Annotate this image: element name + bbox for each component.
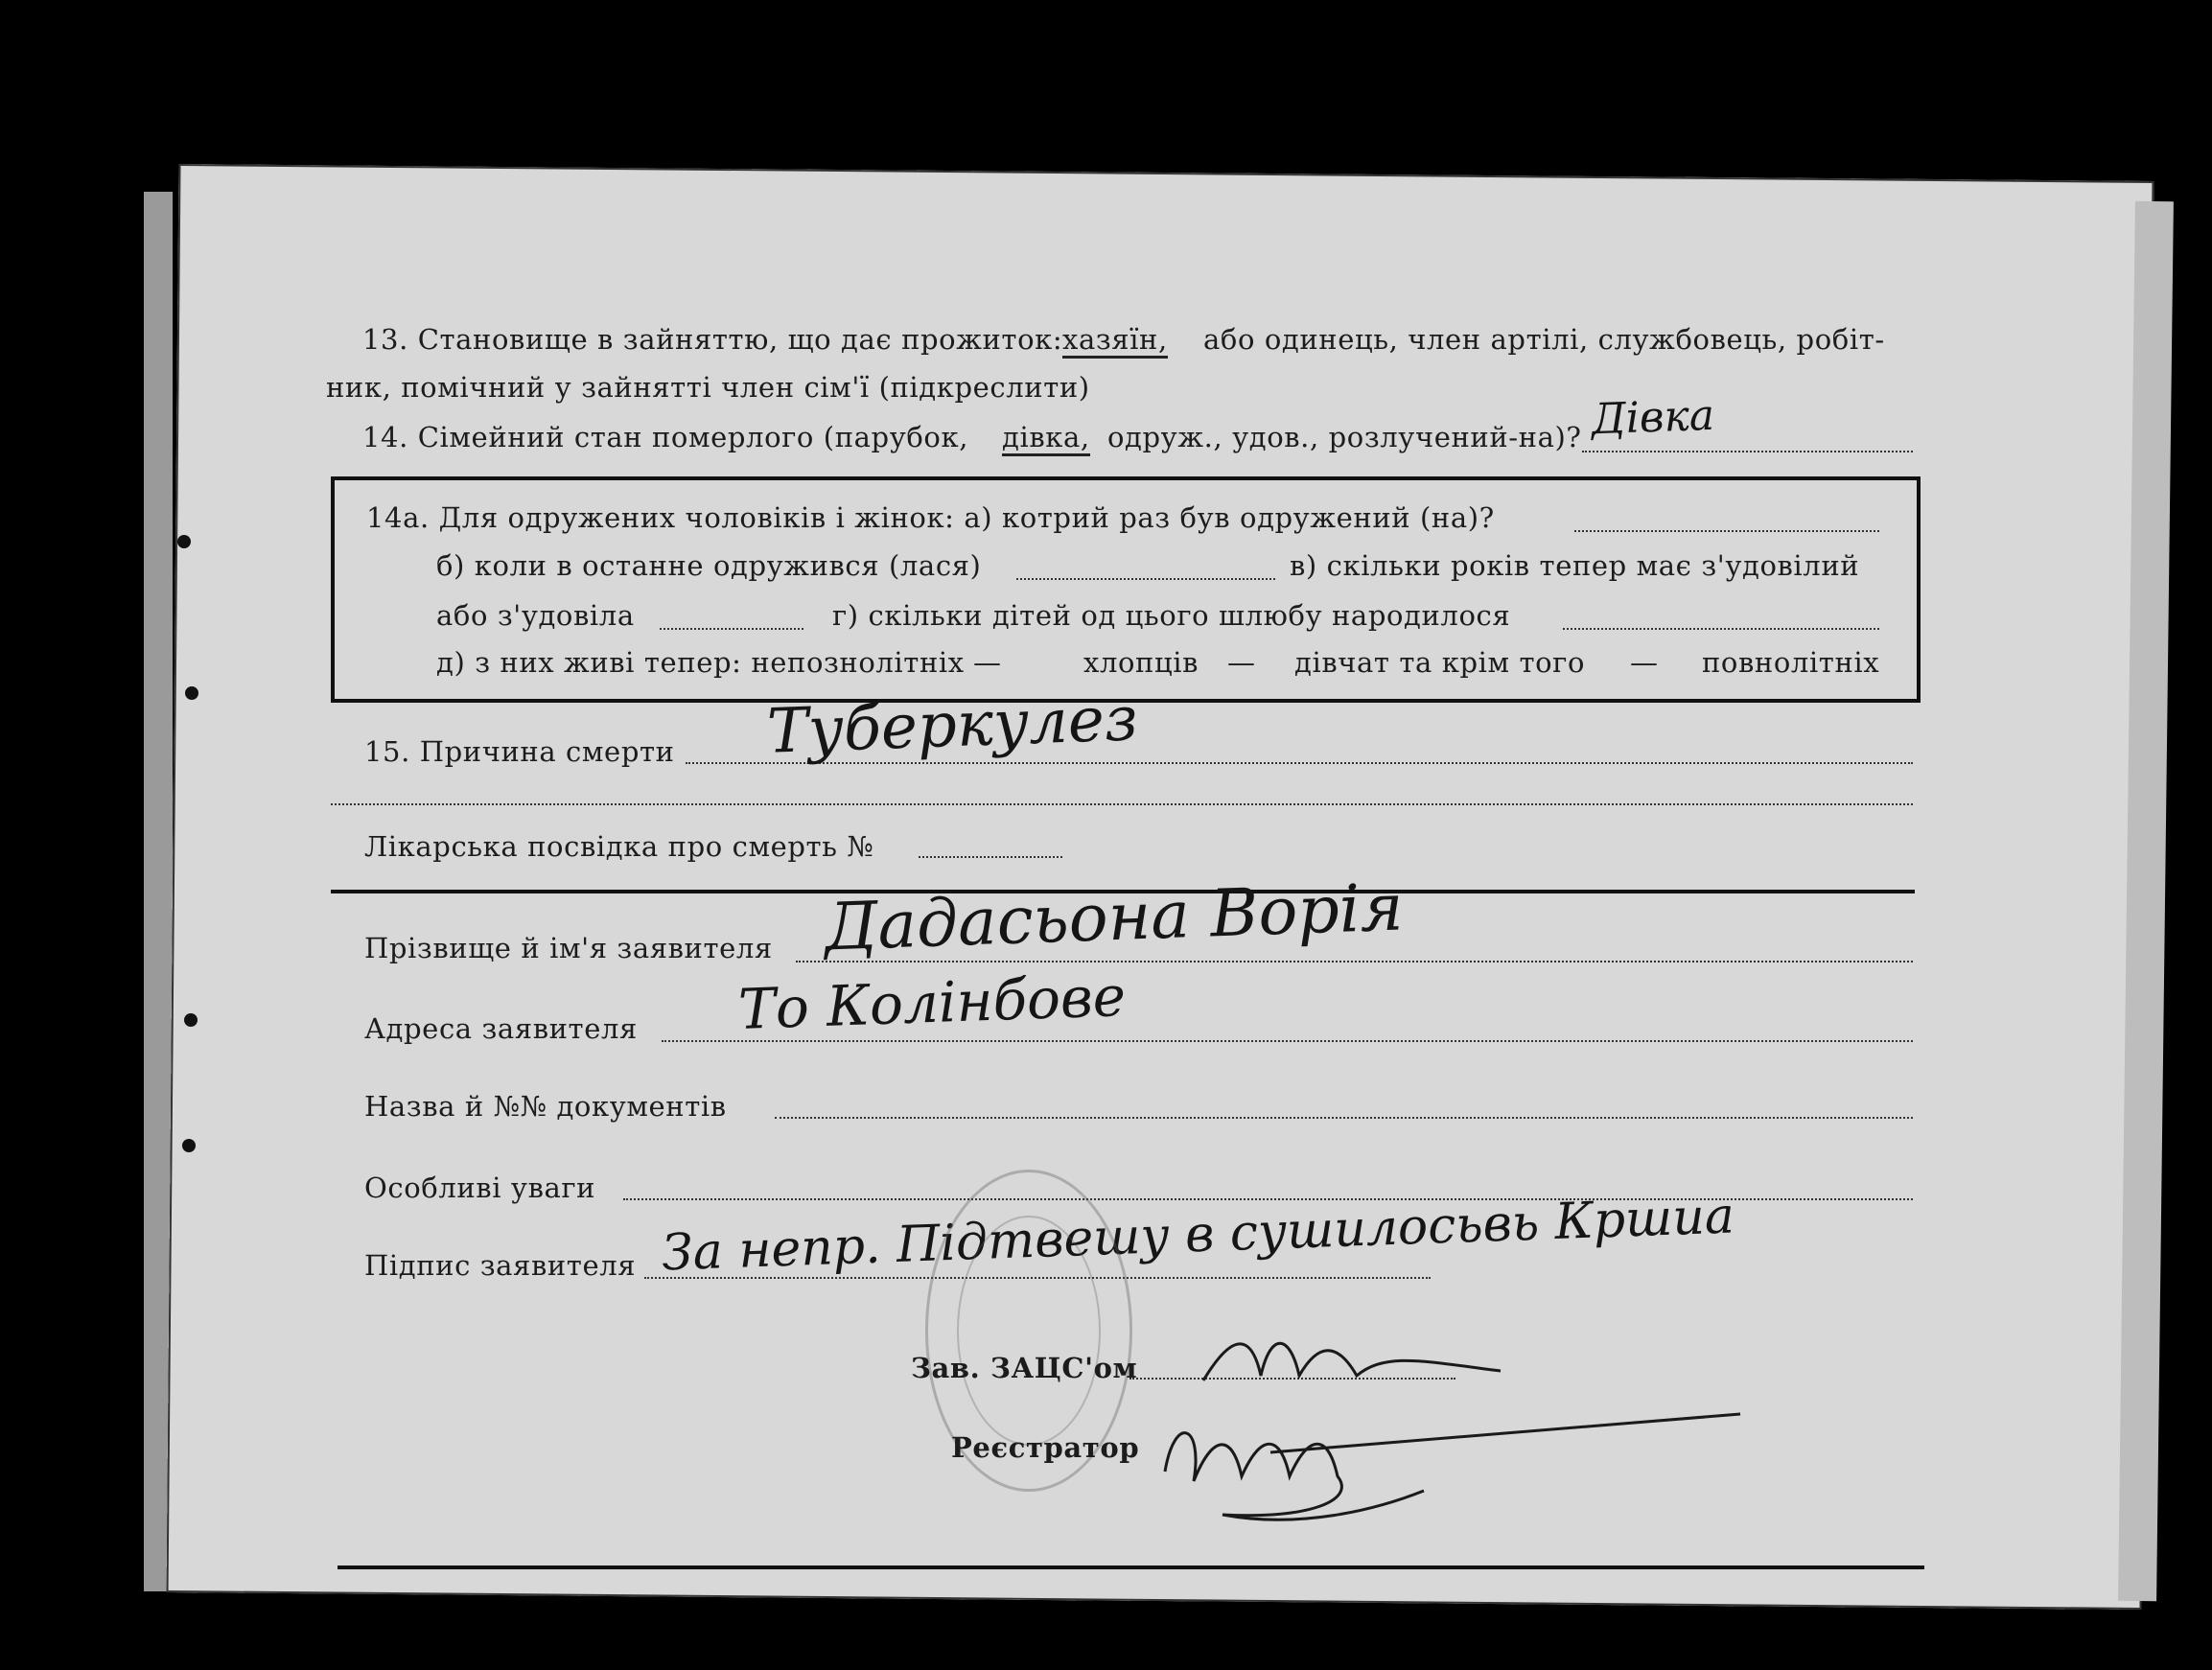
- registrar-signature-scribble: [1136, 1395, 1750, 1539]
- q14a-line4-c: дівчат та крім того: [1294, 646, 1586, 679]
- q13-text-line2: ник, помічний у зайнятті член сім'ї (підкреслити): [326, 371, 1090, 404]
- q14a-line3-a: або з'удовіла: [436, 599, 635, 632]
- q13-text-c: або одинець, член артілі, службовець, робіт-: [1203, 323, 1885, 356]
- q14a-dash-2: —: [1227, 646, 1256, 679]
- q14a-line2-a: б) коли в останне одружився (лася): [436, 549, 982, 582]
- q14-selected-option: дівка,: [1002, 421, 1090, 456]
- documents-label: Назва й №№ документів: [364, 1090, 727, 1123]
- q14a-line3-b: г) скільки дітей од цього шлюбу народилося: [832, 599, 1511, 632]
- q13-text-a: 13. Становище в зайняттю, що дає прожиток:: [362, 323, 1063, 356]
- medical-certificate-label: Лікарська посвідка про смерть №: [364, 830, 874, 863]
- applicant-address-label: Адреса заявителя: [364, 1012, 638, 1045]
- q15-answer-handwriting: Туберкулез: [765, 684, 1139, 768]
- q14a-line4-b: хлопців: [1083, 646, 1199, 679]
- applicant-signature-handwriting: За непр. Підтвешу в сушилосьвь Кршиа: [661, 1187, 1735, 1283]
- binding-hole: [185, 686, 198, 700]
- q14a-dash-3: —: [1630, 646, 1659, 679]
- registrar-label: Реєстратор: [951, 1431, 1140, 1464]
- binding-hole: [182, 1139, 196, 1152]
- q14a-line1: 14а. Для одружених чоловіків і жінок: а) котрий раз був одружений (на)?: [366, 501, 1495, 534]
- applicant-address-line: [662, 1040, 1913, 1042]
- q14-label: 14. Сімейний стан померлого (парубок,: [362, 421, 969, 453]
- q14a-line3-blank-a: [660, 628, 803, 630]
- applicant-name-handwriting: Дадасьона Ворія: [823, 870, 1405, 966]
- q14a-dash-1: —: [973, 646, 1002, 679]
- q13-selected-option: хазяїн,: [1062, 323, 1168, 359]
- q14a-line4-d: повнолітніх: [1702, 646, 1880, 679]
- q14-answer-line: [1582, 451, 1913, 452]
- q14a-line1-blank: [1574, 530, 1879, 532]
- q14a-line2-blank: [1016, 578, 1275, 580]
- medical-certificate-blank: [919, 856, 1062, 858]
- q14-rest: одруж., удов., розлучений-на)?: [1107, 421, 1582, 453]
- applicant-signature-label: Підпис заявителя: [364, 1249, 637, 1282]
- q15-label: 15. Причина смерти: [364, 735, 675, 768]
- q14a-line3-blank-b: [1563, 628, 1879, 630]
- q14a-line4-a: д) з них живі тепер: непознолітніх: [436, 646, 965, 679]
- applicant-name-label: Прізвище й ім'я заявителя: [364, 932, 773, 964]
- binding-hole: [177, 535, 191, 548]
- applicant-address-handwriting: То Колінбове: [736, 963, 1128, 1043]
- bottom-rule: [338, 1566, 1924, 1569]
- q14a-line2-b: в) скільки років тепер має з'удовілий: [1290, 549, 1860, 582]
- head-of-registry-label: Зав. ЗАЦС'ом: [911, 1352, 1138, 1384]
- documents-line: [775, 1117, 1913, 1119]
- q15-second-line: [331, 803, 1913, 805]
- q14-answer-handwriting: Дівка: [1591, 390, 1715, 445]
- binding-hole: [184, 1013, 198, 1027]
- notes-label: Особливі уваги: [364, 1171, 596, 1204]
